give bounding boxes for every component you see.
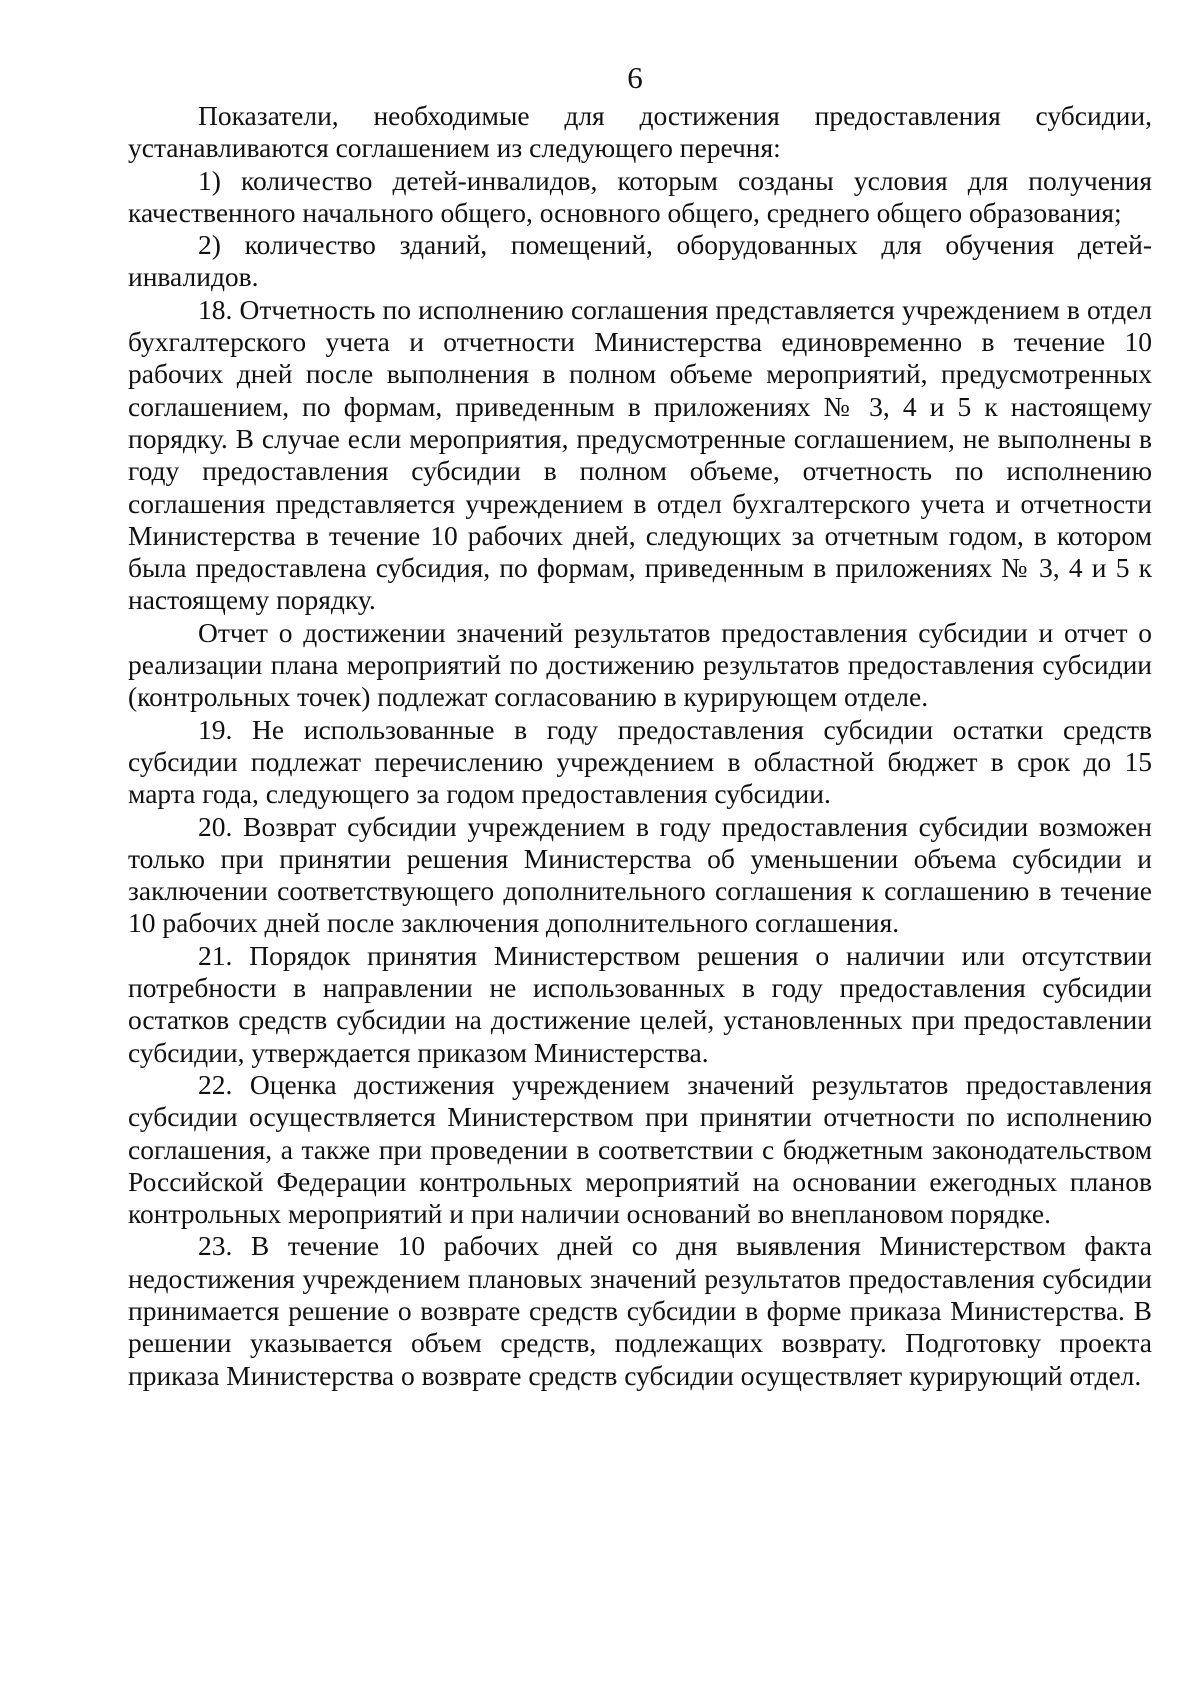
document-body (128, 100, 1152, 1392)
paragraph-clause-21: 21. Порядок принятия Министерством решения о наличии или отсутствии потребности в направлении не использованных в году предоставления субсидии остатков средств субсидии на достижение целей, установленных при предоставлении субсидии, утверждается приказом Министерства. (128, 939, 1152, 1068)
paragraph-indicator-2: 2) количество зданий, помещений, оборудованных для обучения детей-инвалидов. (128, 229, 1152, 293)
paragraph-report-approval: Отчет о достижении значений результатов предоставления субсидии и отчет о реализации плана мероприятий по достижению результатов предоставления субсидии (контрольных точек) подлежат согласованию в курирующем отделе. (128, 616, 1152, 713)
paragraph-clause-20: 20. Возврат субсидии учреждением в году предоставления субсидии возможен только при принятии решения Министерства об уменьшении объема субсидии и заключении соответствующего дополнительного соглашения к соглашению в течение 10 рабочих дней после заключения дополнительного соглашения. (128, 810, 1152, 939)
page-number: 6 (627, 60, 643, 95)
paragraph-indicators-intro: Показатели, необходимые для достижения предоставления субсидии, устанавливаются соглашением из следующего перечня: (128, 100, 1152, 164)
paragraph-clause-22: 22. Оценка достижения учреждением значений результатов предоставления субсидии осуществляется Министерством при принятии отчетности по исполнению соглашения, а также при проведении в соответствии с бюджетным законодательством Российской Федерации контрольных мероприятий на основании ежегодных планов контрольных мероприятий и при наличии оснований во внеплановом порядке. (128, 1068, 1152, 1230)
paragraph-clause-23: 23. В течение 10 рабочих дней со дня выявления Министерством факта недостижения учреждением плановых значений результатов предоставления субсидии принимается решение о возврате средств субсидии в форме приказа Министерства. В решении указывается объем средств, подлежащих возврату. Подготовку проекта приказа Министерства о возврате средств субсидии осуществляет курирующий отдел. (128, 1230, 1152, 1391)
paragraph-clause-18: 18. Отчетность по исполнению соглашения представляется учреждением в отдел бухгалтерского учета и отчетности Министерства единовременно в течение 10 рабочих дней после выполнения в полном объеме мероприятий, предусмотренных соглашением, по формам, приведенным в приложениях № 3, 4 и 5 к настоящему порядку. В случае если мероприятия, предусмотренные соглашением, не выполнены в году предоставления субсидии в полном объеме, отчетность по исполнению соглашения представляется учреждением в отдел бухгалтерского учета и отчетности Министерства в течение 10 рабочих дней, следующих за отчетным годом, в котором была предоставлена субсидия, по формам, приведенным в приложениях № 3, 4 и 5 к настоящему порядку. (128, 293, 1152, 616)
paragraph-indicator-1: 1) количество детей-инвалидов, которым созданы условия для получения качественного начального общего, основного общего, среднего общего образования; (128, 164, 1152, 228)
paragraph-clause-19: 19. Не использованные в году предоставления субсидии остатки средств субсидии подлежат перечислению учреждением в областной бюджет в срок до 15 марта года, следующего за годом предоставления субсидии. (128, 713, 1152, 810)
